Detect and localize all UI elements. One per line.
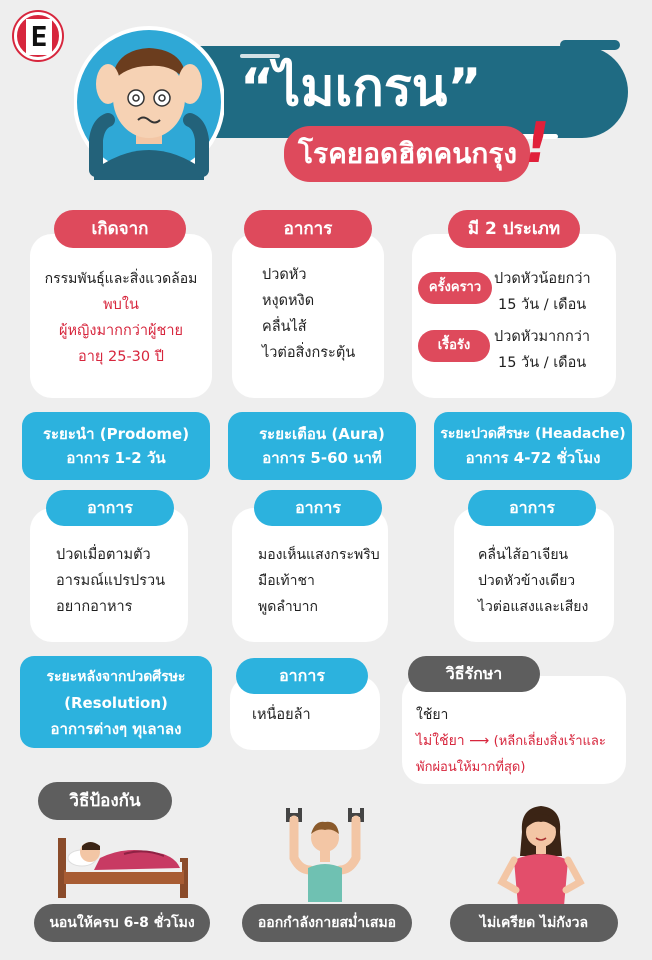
symptom-item: หงุดหงิด — [262, 293, 315, 309]
phase-symptom-label: อาการ — [254, 490, 382, 526]
phase-headache-list — [478, 542, 612, 620]
header — [0, 0, 652, 200]
type-occasional-text — [494, 266, 614, 318]
type-chronic-line-1: ปวดหัวมากกว่า — [494, 329, 591, 345]
treatment-line-3: พักผ่อนให้มากที่สุด) — [416, 760, 526, 775]
treatment-line-2 — [416, 728, 626, 755]
type-occasional-line-2: 15 วัน / เดือน — [498, 297, 587, 313]
treatment-text — [416, 702, 626, 781]
phase-prodome-header — [22, 412, 210, 480]
treatment-line-1: ใช้ยา — [416, 707, 449, 723]
phase-title: ระยะปวดศีรษะ (Headache) — [440, 426, 626, 442]
page-subtitle: โรคยอดฮิตคนกรุง — [298, 137, 518, 170]
symptom-item: ไวต่อสิ่งกระตุ้น — [262, 345, 356, 361]
phase-symptom-item: ปวดเมื่อตามตัว — [56, 547, 151, 563]
resolution-header — [20, 656, 212, 748]
type-occasional-line-1: ปวดหัวน้อยกว่า — [494, 271, 591, 287]
phase-symptom-item: ไวต่อแสงและเสียง — [478, 599, 589, 615]
exercise-person-illustration — [280, 808, 370, 902]
symptoms-list — [262, 262, 382, 366]
resolution-line-3: อาการต่างๆ ทุเลาลง — [50, 720, 182, 738]
cause-line-1: กรรมพันธุ์และสิ่งแวดล้อม — [44, 271, 198, 287]
arrow-right-icon: ⟶ — [469, 733, 490, 749]
phase-symptom-item: อารมณ์แปรปรวน — [56, 573, 166, 589]
logo — [14, 12, 62, 60]
calm-woman-illustration — [496, 802, 586, 906]
prevention-item-sleep: นอนให้ครบ 6-8 ชั่วโมง — [34, 904, 210, 942]
subtitle-badge — [284, 126, 530, 182]
phase-symptom-item: อยากอาหาร — [56, 599, 133, 615]
resolution-symptom-label: อาการ — [236, 658, 368, 694]
cause-text — [30, 266, 212, 370]
type-chronic-text — [494, 324, 614, 376]
cause-line-4: อายุ 25-30 ปี — [78, 349, 164, 365]
phase-aura-header — [228, 412, 416, 480]
prevention-label: วิธีป้องกัน — [38, 782, 172, 820]
phase-title: ระยะเตือน (Aura) — [259, 425, 385, 443]
phase-symptom-label: อาการ — [468, 490, 596, 526]
resolution-symptom: เหนื่อยล้า — [252, 707, 311, 723]
logo-letter: E — [26, 19, 52, 55]
phase-duration: อาการ 4-72 ชั่วโมง — [465, 449, 601, 467]
phase-symptom-item: มือเท้าชา — [258, 573, 315, 589]
cause-line-3: ผู้หญิงมากกว่าผู้ชาย — [58, 323, 183, 339]
phase-symptom-label: อาการ — [46, 490, 174, 526]
page-title: “ไมเกรน” — [240, 58, 482, 118]
treatment-line-2-rest: (หลีกเลี่ยงสิ่งเร้าและ — [493, 734, 606, 749]
phase-duration: อาการ 5-60 นาที — [262, 449, 382, 467]
banner-accent — [560, 40, 620, 50]
types-label: มี 2 ประเภท — [448, 210, 580, 248]
phase-title: ระยะนำ (Prodome) — [42, 425, 190, 443]
resolution-line-1: ระยะหลังจากปวดศีรษะ — [46, 669, 186, 685]
phase-symptom-item: พูดลำบาก — [258, 599, 318, 615]
treatment-label: วิธีรักษา — [408, 656, 540, 692]
symptoms-label: อาการ — [244, 210, 372, 248]
exclamation-mark: ! — [518, 111, 556, 176]
type-chronic-line-2: 15 วัน / เดือน — [498, 355, 587, 371]
phase-prodome-list — [56, 542, 186, 620]
type-chronic-badge: เรื้อรัง — [418, 330, 490, 362]
type-occasional-badge: ครั้งคราว — [418, 272, 492, 304]
phase-symptom-item: ปวดหัวข้างเดียว — [478, 573, 576, 589]
symptom-item: ปวดหัว — [262, 267, 307, 283]
phase-symptom-item: มองเห็นแสงกระพริบ — [258, 547, 380, 563]
worried-person-illustration — [74, 20, 224, 180]
phase-symptom-item: คลื่นไส้อาเจียน — [478, 547, 569, 563]
cause-line-2: พบใน — [103, 297, 139, 313]
phase-headache-header — [434, 412, 632, 480]
phase-aura-list — [258, 542, 390, 620]
resolution-line-2: (Resolution) — [64, 694, 168, 712]
prevention-item-no-stress: ไม่เครียด ไม่กังวล — [450, 904, 618, 942]
cause-label: เกิดจาก — [54, 210, 186, 248]
sleeping-person-illustration — [54, 828, 194, 898]
phase-duration: อาการ 1-2 วัน — [66, 449, 166, 467]
treatment-no-drug: ไม่ใช้ยา — [416, 733, 465, 749]
symptom-item: คลื่นไส้ — [262, 319, 307, 335]
prevention-item-exercise: ออกกำลังกายสม่ำเสมอ — [242, 904, 412, 942]
